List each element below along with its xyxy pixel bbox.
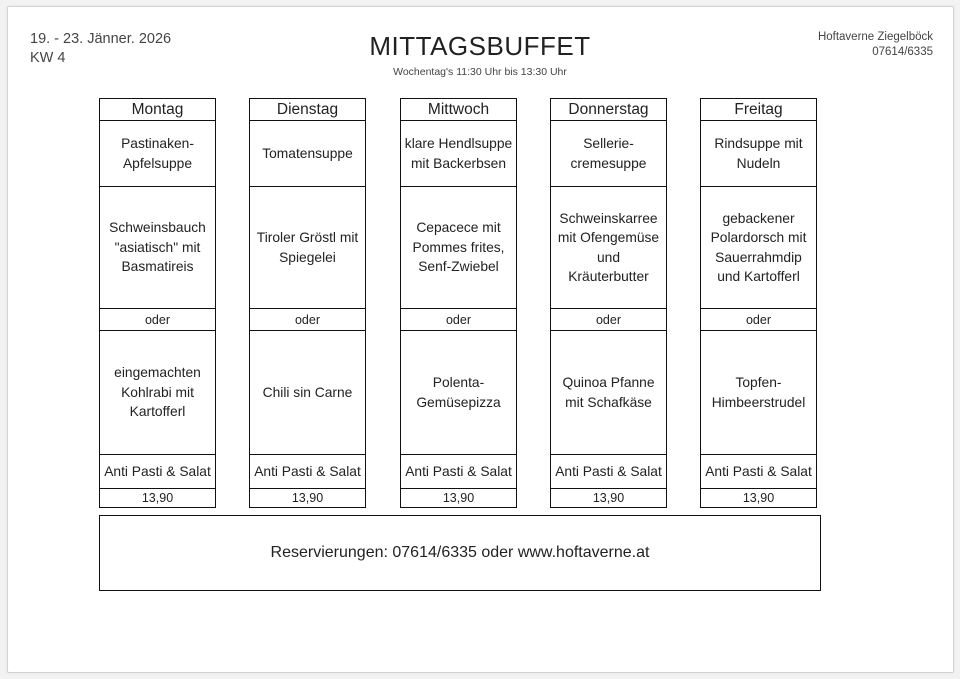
salad: Anti Pasti & Salat — [401, 455, 516, 489]
soup: Tomatensuppe — [250, 121, 365, 187]
price: 13,90 — [141, 490, 174, 505]
oder-separator: oder — [701, 309, 816, 331]
day-name: Donnerstag — [551, 99, 666, 121]
reservation-text: Reservierungen: 07614/6335 oder www.hoftaverne.at — [270, 544, 650, 561]
day-column-thursday — [550, 98, 667, 508]
price: 13,90 — [442, 490, 475, 505]
salad: Anti Pasti & Salat — [701, 455, 816, 489]
soup: klare Hendlsuppe mit Backerbsen — [401, 121, 516, 187]
soup: Pastinaken- Apfelsuppe — [100, 121, 215, 187]
oder-separator: oder — [401, 309, 516, 331]
main-dish-1: Schweinskarree mit Ofengemüse und Kräuterbutter — [551, 187, 666, 309]
price: 13,90 — [291, 490, 324, 505]
day-column-monday — [99, 98, 216, 508]
main-dish-2: Quinoa Pfanne mit Schafkäse — [551, 331, 666, 455]
main-dish-1: Schweinsbauch "asiatisch" mit Basmatireis — [100, 187, 215, 309]
main-dish-1: Cepacece mit Pommes frites, Senf-Zwiebel — [401, 187, 516, 309]
date-range: 19. - 23. Jänner. 2026 — [30, 31, 172, 47]
day-column-friday — [700, 98, 817, 508]
company-name: Hoftaverne Ziegelböck — [817, 31, 933, 43]
day-column-wednesday — [400, 98, 517, 508]
day-column-tuesday — [249, 98, 366, 508]
main-dish-2: Topfen- Himbeerstrudel — [701, 331, 816, 455]
soup: Sellerie- cremesuppe — [551, 121, 666, 187]
day-name: Freitag — [701, 99, 816, 121]
price: 13,90 — [742, 490, 775, 505]
day-name: Dienstag — [250, 99, 365, 121]
reservation-box — [99, 515, 821, 591]
salad: Anti Pasti & Salat — [551, 455, 666, 489]
main-dish-2: Chili sin Carne — [250, 331, 365, 455]
price: 13,90 — [592, 490, 625, 505]
opening-hours: Wochentag's 11:30 Uhr bis 13:30 Uhr — [393, 66, 567, 78]
company-phone: 07614/6335 — [872, 46, 933, 58]
page-title: MITTAGSBUFFET — [369, 31, 591, 61]
day-name: Montag — [100, 99, 215, 121]
main-dish-1: gebackener Polardorsch mit Sauerrahmdip und Kartofferl — [701, 187, 816, 309]
soup: Rindsuppe mit Nudeln — [701, 121, 816, 187]
main-dish-2: eingemachten Kohlrabi mit Kartofferl — [100, 331, 215, 455]
salad: Anti Pasti & Salat — [100, 455, 215, 489]
main-dish-2: Polenta- Gemüsepizza — [401, 331, 516, 455]
day-name: Mittwoch — [401, 99, 516, 121]
salad: Anti Pasti & Salat — [250, 455, 365, 489]
oder-separator: oder — [250, 309, 365, 331]
main-dish-1: Tiroler Gröstl mit Spiegelei — [250, 187, 365, 309]
oder-separator: oder — [551, 309, 666, 331]
week-number: KW 4 — [30, 50, 66, 66]
oder-separator: oder — [100, 309, 215, 331]
